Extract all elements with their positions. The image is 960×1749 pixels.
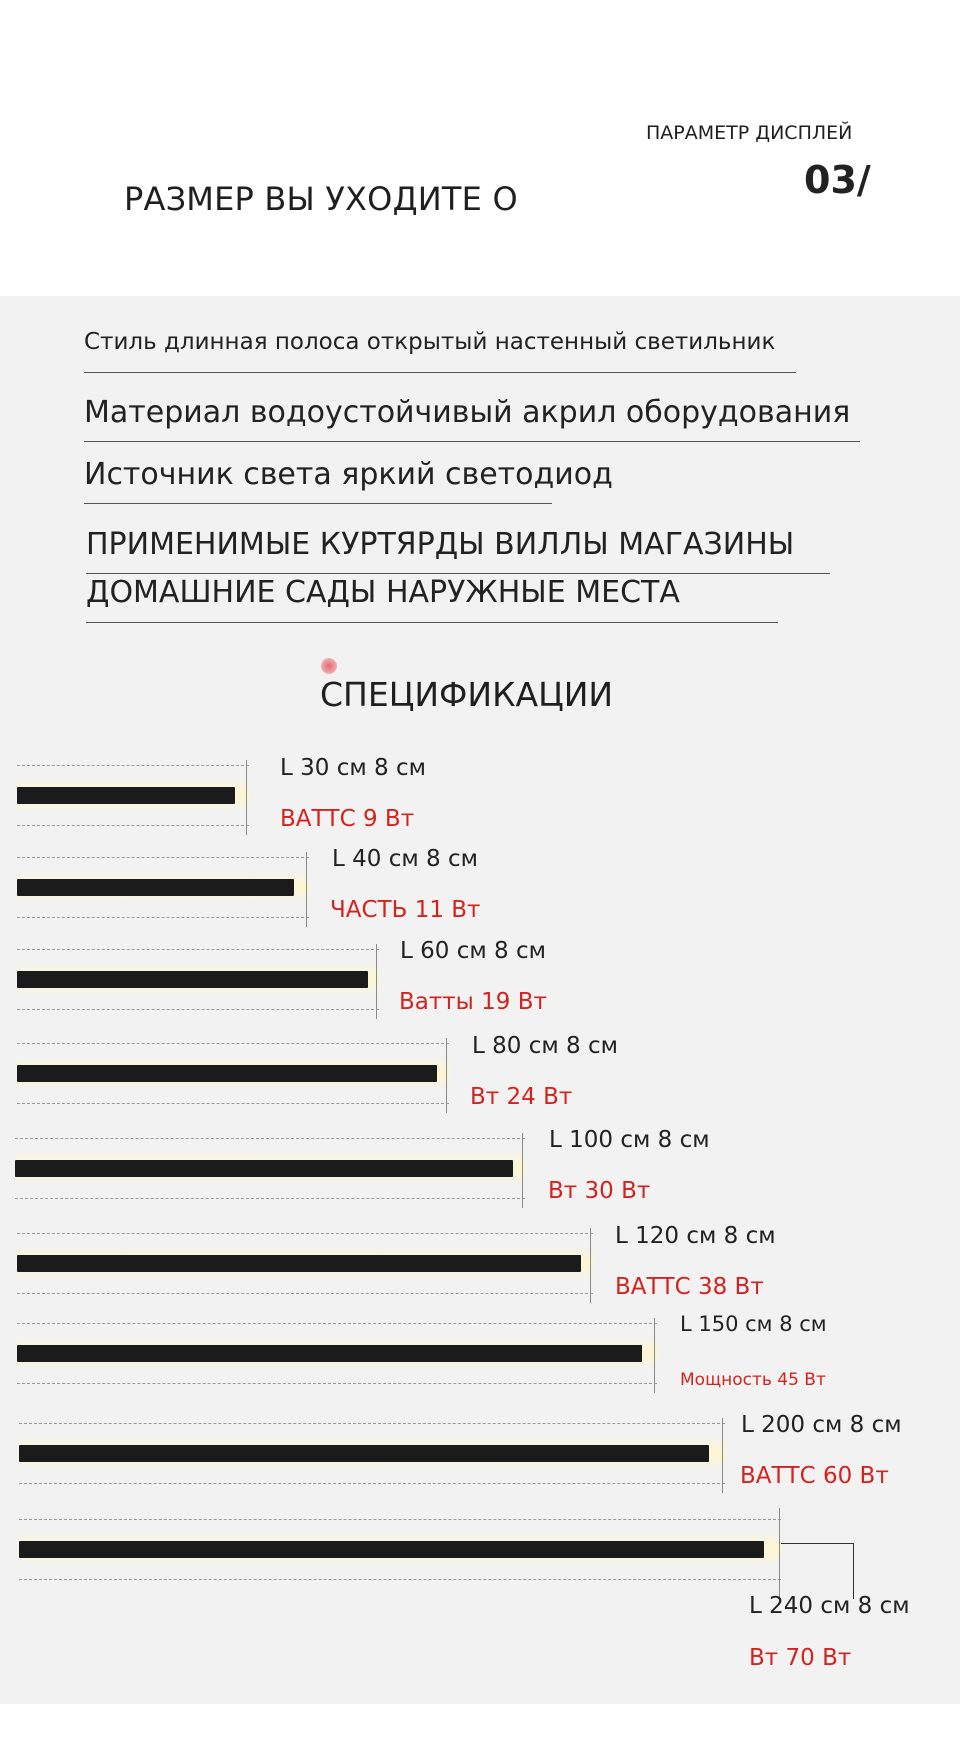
spec-power: ВАТТС 38 Вт	[615, 1274, 764, 1300]
dimension-line	[17, 1323, 657, 1324]
spec-length: L 80 см 8 см	[472, 1033, 618, 1059]
spec-row	[17, 1223, 887, 1300]
spec-length: L 150 см 8 см	[680, 1312, 827, 1336]
spec-length: L 200 см 8 см	[741, 1412, 902, 1438]
header-section	[0, 0, 960, 296]
attribute-divider	[84, 441, 860, 442]
spec-power: Мощность 45 Вт	[680, 1370, 826, 1390]
dimension-tick	[522, 1133, 523, 1208]
spec-power: ВАТТС 60 Вт	[740, 1463, 889, 1489]
dimension-line	[17, 949, 379, 950]
dimension-tick	[779, 1508, 780, 1598]
attribute-divider	[84, 372, 796, 373]
lamp-bar	[17, 1255, 581, 1272]
dimension-line	[17, 1293, 593, 1294]
spec-power: Ватты 19 Вт	[399, 989, 547, 1015]
specs-title: СПЕЦИФИКАЦИИ	[320, 675, 614, 714]
spec-row	[17, 1033, 887, 1110]
attribute-material: Материал водоустойчивый акрил оборудования	[84, 395, 851, 430]
leader-line	[853, 1543, 854, 1599]
spec-row	[17, 938, 887, 1015]
spec-row	[19, 1514, 919, 1674]
attribute-divider	[84, 503, 552, 504]
spec-length: L 60 см 8 см	[400, 938, 546, 964]
dimension-line	[15, 1198, 525, 1199]
dimension-tick	[590, 1228, 591, 1303]
dimension-tick	[306, 852, 307, 927]
spec-length: L 120 см 8 см	[615, 1223, 776, 1249]
leader-line	[781, 1543, 853, 1544]
attribute-divider	[86, 573, 830, 574]
lamp-bar	[17, 971, 368, 988]
lamp-bar	[19, 1541, 764, 1558]
spec-power: ВАТТС 9 Вт	[280, 806, 415, 832]
lamp-bar	[19, 1445, 709, 1462]
dimension-line	[17, 765, 249, 766]
dimension-line	[17, 917, 309, 918]
dimension-line	[15, 1138, 525, 1139]
page-title: РАЗМЕР ВЫ УХОДИТЕ О	[124, 180, 518, 218]
dimension-tick	[722, 1418, 723, 1493]
spec-row	[15, 1127, 885, 1204]
attribute-applicable-2: ДОМАШНИЕ САДЫ НАРУЖНЫЕ МЕСТА	[86, 575, 680, 610]
dimension-line	[17, 1009, 379, 1010]
lamp-bar	[17, 879, 294, 896]
bullet-dot	[321, 658, 337, 674]
dimension-line	[17, 1383, 657, 1384]
lamp-bar	[15, 1160, 513, 1177]
dimension-line	[19, 1519, 781, 1520]
param-label: ПАРАМЕТР ДИСПЛЕЙ	[646, 122, 853, 144]
dimension-line	[19, 1483, 725, 1484]
dimension-tick	[376, 944, 377, 1019]
spec-length: L 30 см 8 см	[280, 755, 426, 781]
dimension-line	[17, 825, 249, 826]
spec-power: Вт 30 Вт	[548, 1178, 651, 1204]
spec-power: Вт 24 Вт	[470, 1084, 573, 1110]
spec-length: L 240 см 8 см	[749, 1593, 910, 1619]
lamp-bar	[17, 1345, 642, 1362]
spec-length: L 40 см 8 см	[332, 846, 478, 872]
spec-length: L 100 см 8 см	[549, 1127, 710, 1153]
dimension-line	[17, 1233, 593, 1234]
spec-power: ЧАСТЬ 11 Вт	[330, 897, 481, 923]
attribute-divider	[86, 622, 778, 623]
attribute-style: Стиль длинная полоса открытый настенный светильник	[84, 329, 776, 355]
dimension-line	[19, 1579, 781, 1580]
attribute-light-source: Источник света яркий светодиод	[84, 457, 613, 492]
dimension-line	[17, 1043, 449, 1044]
spec-row	[17, 755, 887, 832]
dimension-line	[19, 1423, 725, 1424]
lamp-bar	[17, 787, 235, 804]
page-number: 03/	[804, 158, 871, 202]
dimension-line	[17, 1103, 449, 1104]
attribute-applicable-1: ПРИМЕНИМЫЕ КУРТЯРДЫ ВИЛЛЫ МАГАЗИНЫ	[86, 527, 795, 562]
spec-row	[17, 1312, 887, 1390]
dimension-line	[17, 857, 309, 858]
dimension-tick	[246, 760, 247, 835]
spec-power: Вт 70 Вт	[749, 1645, 852, 1671]
spec-row	[17, 846, 887, 923]
dimension-tick	[446, 1038, 447, 1113]
dimension-tick	[654, 1318, 655, 1393]
spec-row	[19, 1412, 902, 1489]
lamp-bar	[17, 1065, 437, 1082]
